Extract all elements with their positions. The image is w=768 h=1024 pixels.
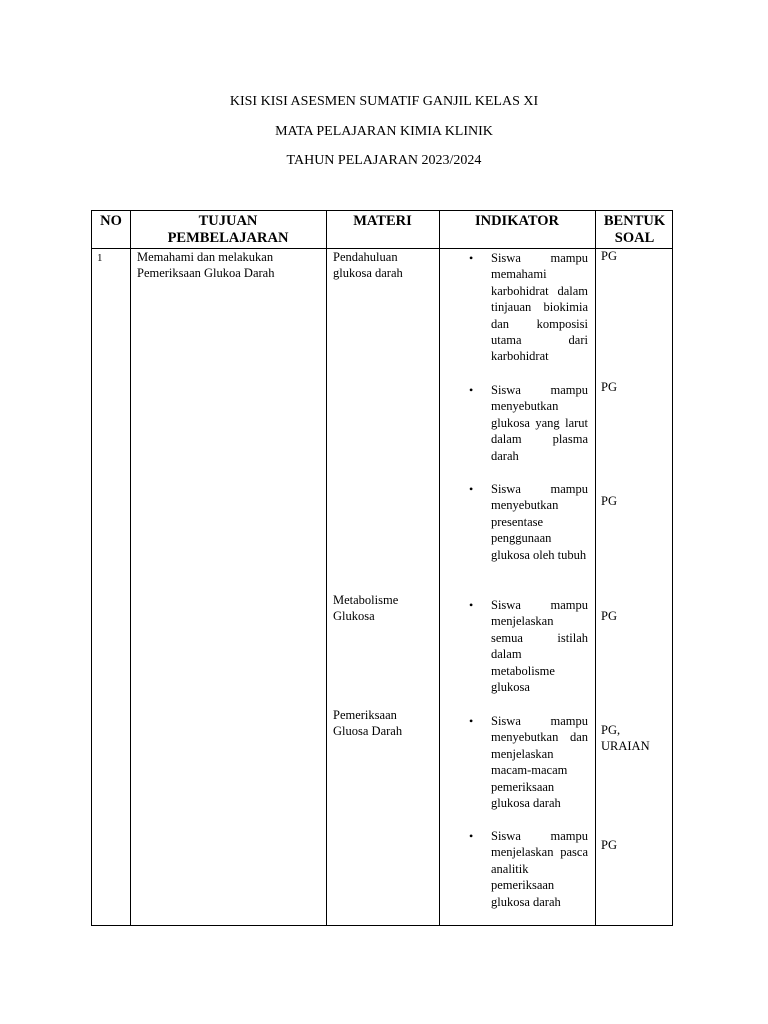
academic-year: TAHUN PELAJARAN 2023/2024: [286, 153, 482, 168]
bentuk-soal-value: PG: [601, 380, 617, 394]
header-tujuan: TUJUAN PEMBELAJARAN: [167, 213, 289, 246]
bentuk-soal-value: PG: [601, 609, 617, 623]
bullet-icon: •: [469, 829, 474, 843]
column-divider: [130, 211, 131, 925]
bullet-icon: •: [469, 251, 474, 265]
materi-item: Metabolisme Glukosa: [333, 593, 399, 624]
indikator-item: Siswa mampu menjelaskan pasca analitik pemeriksaan glukosa darah: [491, 829, 588, 909]
bullet-icon: •: [469, 383, 474, 397]
column-divider: [595, 211, 596, 925]
bullet-icon: •: [469, 482, 474, 496]
header-no: NO: [100, 213, 122, 229]
materi-item: Pemeriksaan Gluosa Darah: [333, 708, 403, 739]
kisi-kisi-table: [91, 210, 673, 926]
document-title: KISI KISI ASESMEN SUMATIF GANJIL KELAS XI: [229, 94, 539, 109]
bentuk-soal-value: PG, URAIAN: [601, 723, 650, 754]
materi-item: Pendahuluan glukosa darah: [333, 250, 403, 281]
indikator-item: Siswa mampu memahami karbohidrat dalam tinjauan biokimia dan komposisi utama dari karbohidrat: [491, 251, 588, 364]
indikator-item: Siswa mampu menyebutkan glukosa yang larut dalam plasma darah: [491, 383, 588, 463]
header-bentuk-soal: BENTUK SOAL: [603, 213, 666, 246]
subject-title: MATA PELAJARAN KIMIA KLINIK: [275, 124, 493, 139]
bentuk-soal-value: PG: [601, 494, 617, 508]
indikator-item: Siswa mampu menyebutkan dan menjelaskan macam-macam pemeriksaan glukosa darah: [491, 714, 588, 811]
bullet-icon: •: [469, 714, 474, 728]
tujuan-pembelajaran: Memahami dan melakukan Pemeriksaan Glukoa Darah: [137, 250, 275, 281]
column-divider: [326, 211, 327, 925]
header-materi: MATERI: [353, 213, 412, 229]
indikator-item: Siswa mampu menjelaskan semua istilah dalam metabolisme glukosa: [491, 598, 588, 695]
bullet-icon: •: [469, 598, 474, 612]
row-number: 1: [97, 252, 103, 264]
bentuk-soal-value: PG: [601, 838, 617, 852]
header-indikator: INDIKATOR: [474, 213, 560, 229]
indikator-item: Siswa mampu menyebutkan presentase penggunaan glukosa oleh tubuh: [491, 482, 588, 562]
bentuk-soal-value: PG: [601, 249, 617, 263]
column-divider: [439, 211, 440, 925]
